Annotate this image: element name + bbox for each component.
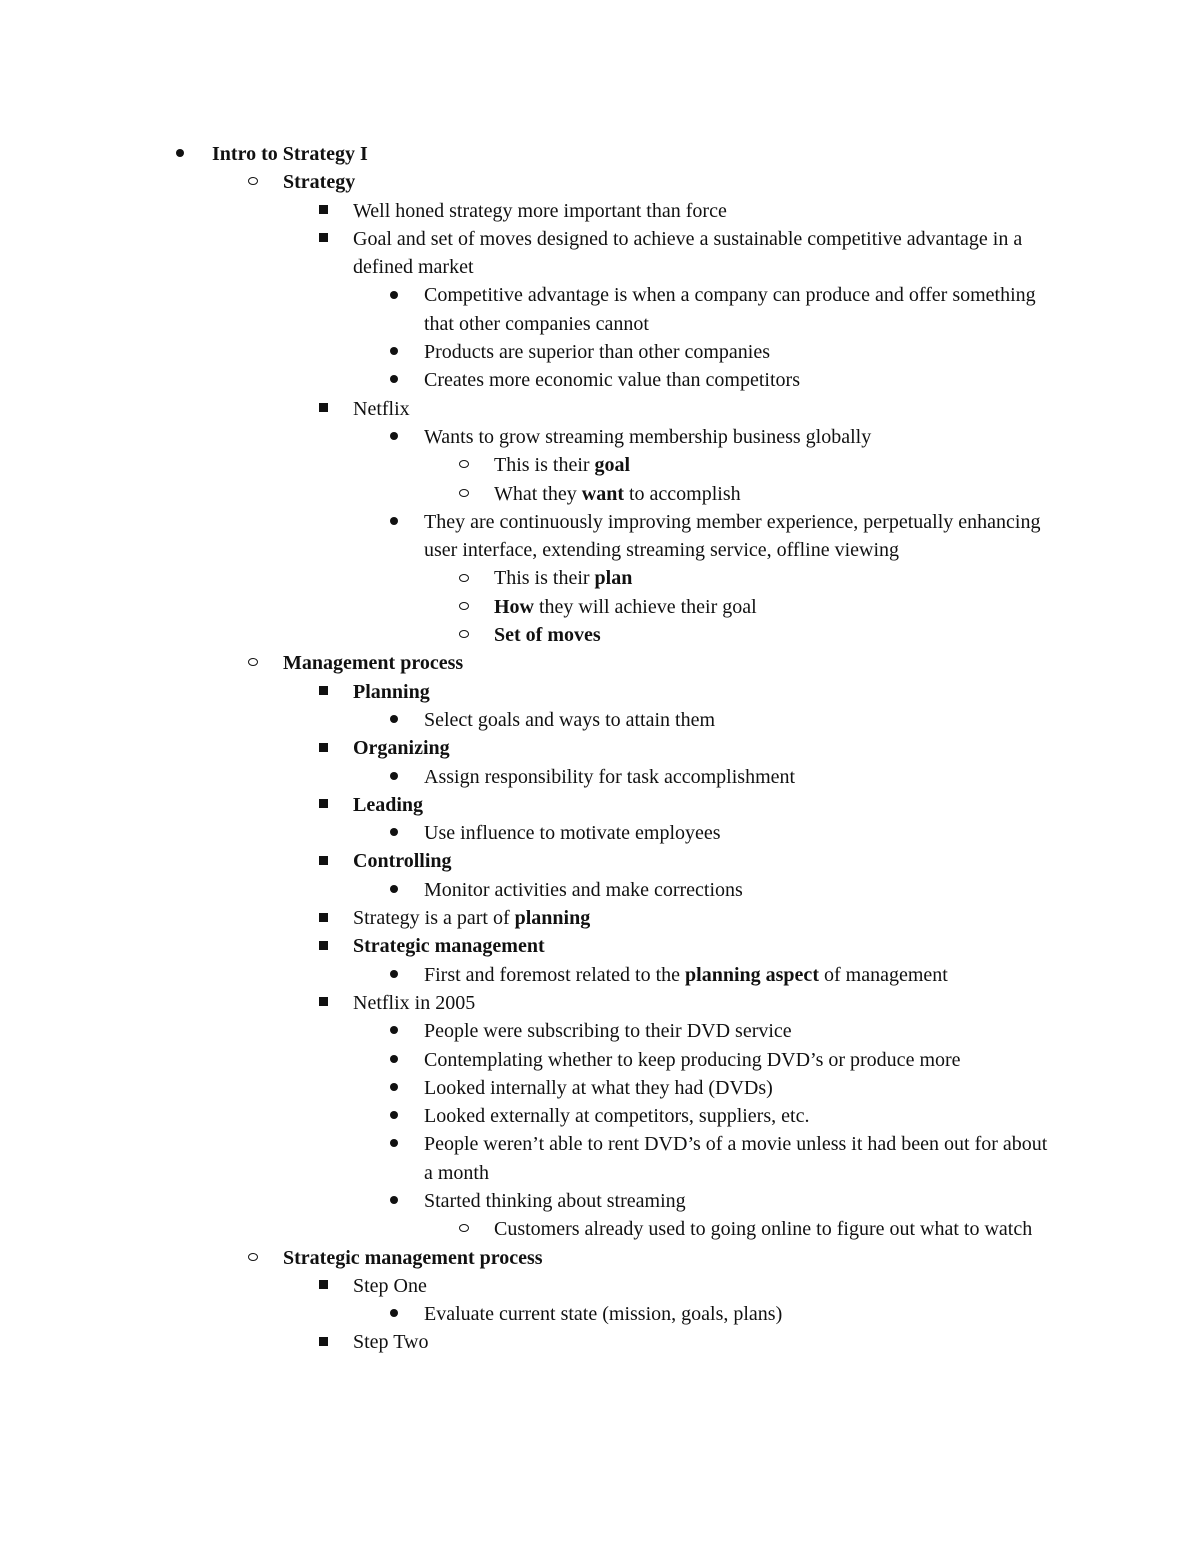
outline-item xyxy=(0,763,1200,791)
square-bullet-icon xyxy=(313,197,333,225)
text-segment: to accomplish xyxy=(623,482,741,505)
outline-item xyxy=(0,961,1200,989)
dot-bullet-icon xyxy=(384,706,404,734)
outline-item-text xyxy=(353,932,1048,960)
outline-item-text xyxy=(424,1300,1049,1328)
outline-item-text xyxy=(424,423,1049,451)
text-segment: This is their xyxy=(494,454,595,477)
bold-text-segment: want xyxy=(581,482,624,505)
outline-item-text xyxy=(424,366,1049,394)
outline-item xyxy=(0,451,1200,479)
outline-item xyxy=(0,225,1200,282)
bold-text-segment: Organizing xyxy=(353,737,450,760)
bold-text-segment: Set of moves xyxy=(494,624,601,647)
square-bullet-icon xyxy=(313,904,333,932)
dot-bullet-icon xyxy=(384,1046,404,1074)
circle-bullet-icon xyxy=(243,1244,263,1272)
text-segment: This is their xyxy=(494,567,595,590)
bold-text-segment: plan xyxy=(594,567,633,590)
outline-item xyxy=(0,480,1200,508)
outline-item-text xyxy=(353,1272,1048,1300)
outline-item xyxy=(0,847,1200,875)
bold-text-segment: Management process xyxy=(283,652,464,675)
outline-item-text xyxy=(424,508,1049,565)
outline-item-text xyxy=(494,593,1044,621)
outline-item-text xyxy=(424,1102,1049,1130)
dot-bullet-icon xyxy=(170,140,190,168)
outline-item xyxy=(0,366,1200,394)
outline-item-text xyxy=(283,649,1053,677)
dot-bullet-icon xyxy=(384,819,404,847)
text-segment: Step One xyxy=(353,1274,427,1297)
bold-text-segment: Strategic management xyxy=(353,935,545,958)
outline-item xyxy=(0,423,1200,451)
outline-item xyxy=(0,1300,1200,1328)
dot-bullet-icon xyxy=(384,876,404,904)
bold-text-segment: planning xyxy=(514,907,591,930)
outline-item-text xyxy=(353,791,1048,819)
circle-bullet-icon xyxy=(454,564,474,592)
outline-item xyxy=(0,989,1200,1017)
outline-item xyxy=(0,734,1200,762)
outline-item-text xyxy=(353,1328,1048,1356)
outline-item xyxy=(0,1130,1200,1187)
text-segment: Strategy is a part of xyxy=(353,907,515,930)
dot-bullet-icon xyxy=(384,1130,404,1158)
dot-bullet-icon xyxy=(384,1074,404,1102)
bold-text-segment: Controlling xyxy=(353,850,452,873)
text-segment: Looked externally at competitors, suppliers, etc. xyxy=(424,1105,810,1128)
text-segment: People were subscribing to their DVD service xyxy=(424,1020,792,1043)
text-segment: of management xyxy=(818,963,948,986)
dot-bullet-icon xyxy=(384,1187,404,1215)
outline-item-text xyxy=(353,225,1048,282)
circle-bullet-icon xyxy=(243,168,263,196)
outline-item-text xyxy=(424,819,1049,847)
circle-bullet-icon xyxy=(454,1215,474,1243)
outline-item xyxy=(0,168,1200,196)
dot-bullet-icon xyxy=(384,961,404,989)
outline-item-text xyxy=(494,480,1044,508)
square-bullet-icon xyxy=(313,225,333,253)
square-bullet-icon xyxy=(313,678,333,706)
outline-item xyxy=(0,876,1200,904)
text-segment: Competitive advantage is when a company can produce and offer something that other companies cannot xyxy=(424,284,1036,335)
outline-item xyxy=(0,819,1200,847)
dot-bullet-icon xyxy=(384,366,404,394)
text-segment: Assign responsibility for task accomplishment xyxy=(424,765,796,788)
bold-text-segment: Planning xyxy=(353,680,430,703)
text-segment: Started thinking about streaming xyxy=(424,1189,686,1212)
square-bullet-icon xyxy=(313,847,333,875)
text-segment: Products are superior than other companies xyxy=(424,341,771,364)
outline-item-text xyxy=(424,338,1049,366)
text-segment: Customers already used to going online to figure out what to watch xyxy=(494,1218,1033,1241)
circle-bullet-icon xyxy=(454,593,474,621)
dot-bullet-icon xyxy=(384,1102,404,1130)
bold-text-segment: How xyxy=(494,595,534,618)
outline-item-text xyxy=(424,961,1049,989)
outline-item xyxy=(0,1187,1200,1215)
text-segment: Step Two xyxy=(353,1331,429,1354)
outline-item xyxy=(0,1244,1200,1272)
bold-text-segment: Intro to Strategy I xyxy=(212,143,368,165)
bold-text-segment: Strategy xyxy=(283,171,356,194)
outline-item xyxy=(0,508,1200,565)
text-segment: Contemplating whether to keep producing DVD’s or produce more xyxy=(424,1048,961,1071)
square-bullet-icon xyxy=(313,734,333,762)
outline-item-text xyxy=(494,621,1044,649)
outline-item xyxy=(0,140,1200,168)
dot-bullet-icon xyxy=(384,423,404,451)
outline-item xyxy=(0,678,1200,706)
circle-bullet-icon xyxy=(454,480,474,508)
text-segment: Wants to grow streaming membership business globally xyxy=(424,425,872,448)
outline-item-text xyxy=(353,395,1048,423)
text-segment: Goal and set of moves designed to achieve a sustainable competitive advantage in a defined market xyxy=(353,227,1023,279)
bold-text-segment: planning aspect xyxy=(685,963,819,986)
outline-item-text xyxy=(212,140,1052,168)
outline-item-text xyxy=(424,1187,1049,1215)
outline-item-text xyxy=(353,197,1048,225)
outline-item xyxy=(0,197,1200,225)
outline-item xyxy=(0,1272,1200,1300)
outline-item-text xyxy=(424,876,1049,904)
outline-item-text xyxy=(424,1074,1049,1102)
outline-item-text xyxy=(494,564,1044,592)
outline-item-text xyxy=(424,763,1049,791)
outline-item xyxy=(0,338,1200,366)
outline-item-text xyxy=(353,847,1048,875)
square-bullet-icon xyxy=(313,932,333,960)
dot-bullet-icon xyxy=(384,1017,404,1045)
outline-item xyxy=(0,593,1200,621)
square-bullet-icon xyxy=(313,989,333,1017)
outline-item xyxy=(0,1102,1200,1130)
dot-bullet-icon xyxy=(384,1300,404,1328)
outline-item-text xyxy=(283,168,1053,196)
text-segment: Evaluate current state (mission, goals, plans) xyxy=(424,1303,783,1326)
outline-item xyxy=(0,564,1200,592)
circle-bullet-icon xyxy=(454,621,474,649)
text-segment: Looked internally at what they had (DVDs) xyxy=(424,1076,773,1099)
dot-bullet-icon xyxy=(384,508,404,536)
outline-item-text xyxy=(424,1017,1049,1045)
outline-item-text xyxy=(424,1046,1049,1074)
text-segment: they will achieve their goal xyxy=(534,595,757,618)
square-bullet-icon xyxy=(313,1272,333,1300)
outline-item-text xyxy=(424,281,1049,338)
bold-text-segment: Leading xyxy=(353,793,424,816)
outline-item-text xyxy=(353,989,1048,1017)
text-segment: Well honed strategy more important than force xyxy=(353,199,727,222)
dot-bullet-icon xyxy=(384,338,404,366)
outline-item xyxy=(0,1074,1200,1102)
outline-item-text xyxy=(494,1215,1044,1243)
dot-bullet-icon xyxy=(384,281,404,309)
outline-item xyxy=(0,904,1200,932)
outline-item-text xyxy=(353,678,1048,706)
text-segment: Creates more economic value than competitors xyxy=(424,369,800,392)
outline-item xyxy=(0,1215,1200,1243)
circle-bullet-icon xyxy=(454,451,474,479)
outline-item xyxy=(0,395,1200,423)
square-bullet-icon xyxy=(313,1328,333,1356)
outline-item-text xyxy=(424,706,1049,734)
outline-item-text xyxy=(494,451,1044,479)
bold-text-segment: goal xyxy=(594,454,631,477)
text-segment: People weren’t able to rent DVD’s of a movie unless it had been out for about a month xyxy=(424,1133,1048,1184)
outline-item xyxy=(0,621,1200,649)
outline-item xyxy=(0,1046,1200,1074)
text-segment: They are continuously improving member experience, perpetually enhancing user interface, extending streaming service, offline viewing xyxy=(424,510,1041,562)
outline-item xyxy=(0,706,1200,734)
outline-item xyxy=(0,281,1200,338)
outline-item-text xyxy=(424,1130,1049,1187)
text-segment: What they xyxy=(494,482,582,505)
text-segment: First and foremost related to the xyxy=(424,963,686,986)
outline-item xyxy=(0,649,1200,677)
text-segment: Netflix xyxy=(353,397,410,420)
dot-bullet-icon xyxy=(384,763,404,791)
outline-item xyxy=(0,932,1200,960)
text-segment: Netflix in 2005 xyxy=(353,991,476,1014)
outline-item-text xyxy=(283,1244,1053,1272)
outline-item xyxy=(0,1328,1200,1356)
square-bullet-icon xyxy=(313,791,333,819)
text-segment: Monitor activities and make corrections xyxy=(424,878,743,901)
text-segment: Select goals and ways to attain them xyxy=(424,708,716,731)
text-segment: Use influence to motivate employees xyxy=(424,822,721,845)
notes-outline xyxy=(0,140,1200,1357)
square-bullet-icon xyxy=(313,395,333,423)
bold-text-segment: Strategic management process xyxy=(283,1246,543,1269)
circle-bullet-icon xyxy=(243,649,263,677)
outline-item xyxy=(0,1017,1200,1045)
outline-item-text xyxy=(353,734,1048,762)
outline-item xyxy=(0,791,1200,819)
outline-item-text xyxy=(353,904,1048,932)
